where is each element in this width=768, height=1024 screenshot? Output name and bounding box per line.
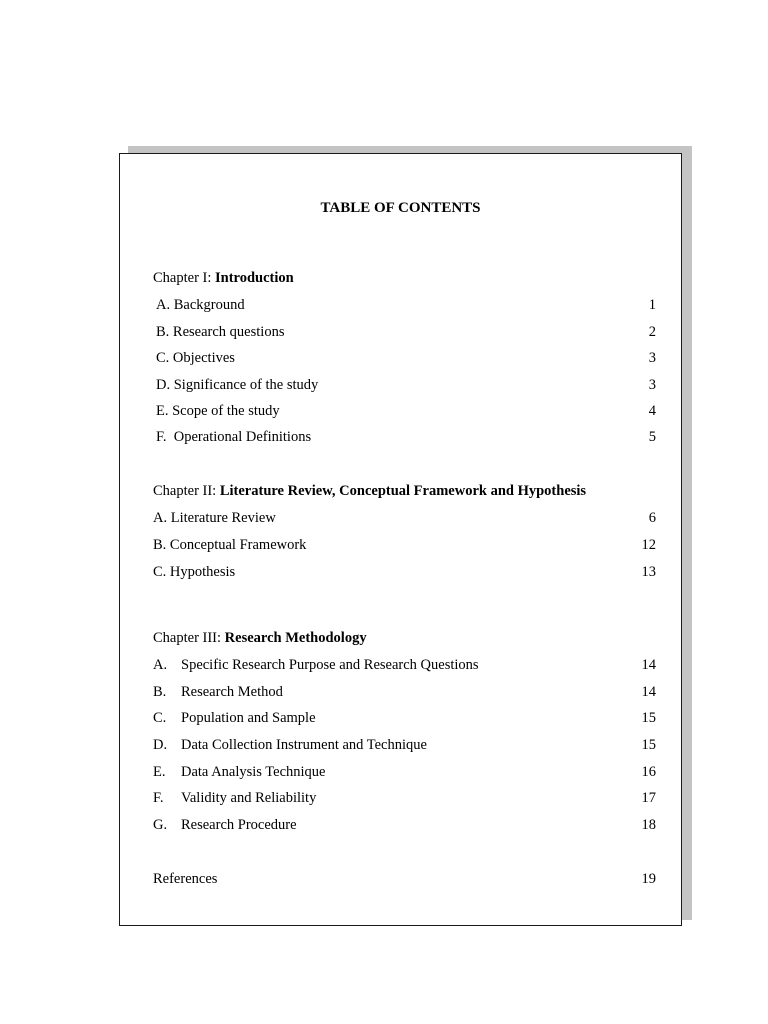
chapter-heading xyxy=(153,482,656,500)
toc-entry-label: Validity and Reliability xyxy=(181,790,317,806)
toc-entry-page: 16 xyxy=(641,764,656,780)
toc-entry-label: A. Background xyxy=(156,297,245,313)
toc-entry-label: F. Operational Definitions xyxy=(156,429,312,445)
toc-entry-letter: E. xyxy=(153,764,166,780)
toc-entry-label: Data Collection Instrument and Technique xyxy=(181,737,427,753)
toc-entry xyxy=(153,789,656,807)
toc-entry-letter: B. xyxy=(153,684,167,700)
toc-entry xyxy=(153,509,656,527)
toc-entry-letter: D. xyxy=(153,737,168,753)
toc-entry-label: B. Conceptual Framework xyxy=(153,537,307,553)
chapter-prefix: Chapter III: xyxy=(153,630,225,646)
toc-entry-page: 15 xyxy=(641,737,656,753)
toc-entry-page: 3 xyxy=(648,377,656,393)
toc-entry-letter: C. xyxy=(153,710,167,726)
toc-entry-page: 14 xyxy=(641,657,656,673)
toc-entry-label: C. Objectives xyxy=(156,350,235,366)
toc-entry-page: 3 xyxy=(648,350,656,366)
toc-entry-letter: A. xyxy=(153,657,168,673)
toc-entry-page: 14 xyxy=(641,684,656,700)
toc-entry xyxy=(156,402,656,420)
toc-entry-label: C. Hypothesis xyxy=(153,564,236,580)
chapter-prefix: Chapter II: xyxy=(153,483,220,499)
toc-entry-label: Specific Research Purpose and Research Questions xyxy=(181,657,479,673)
toc-entry xyxy=(153,563,656,581)
toc-entry-page: 4 xyxy=(648,403,656,419)
toc-title: TABLE OF CONTENTS xyxy=(320,200,481,216)
toc-entry-label: Research Method xyxy=(181,684,283,700)
toc-entry-label: Population and Sample xyxy=(181,710,316,726)
chapter-heading xyxy=(153,269,656,287)
chapter-name: Literature Review, Conceptual Framework and Hypothesis xyxy=(219,483,587,499)
toc-entry xyxy=(156,376,656,394)
toc-entry-page: 1 xyxy=(648,297,656,313)
toc-entry-page: 17 xyxy=(641,790,656,806)
toc-entry-page: 2 xyxy=(648,324,656,340)
toc-entry-label: References xyxy=(153,871,218,887)
toc-entry-label: E. Scope of the study xyxy=(156,403,280,419)
toc-entry xyxy=(153,656,656,674)
toc-entry-label: A. Literature Review xyxy=(153,510,276,526)
toc-entry-page: 5 xyxy=(648,429,656,445)
toc-entry-letter: F. xyxy=(153,790,164,806)
toc-entry-label: D. Significance of the study xyxy=(156,377,319,393)
toc-entry xyxy=(156,296,656,314)
toc-entry xyxy=(153,683,656,701)
chapter-name: Introduction xyxy=(215,270,294,286)
toc-entry-label: B. Research questions xyxy=(156,324,285,340)
toc-entry xyxy=(153,709,656,727)
toc-entry xyxy=(153,816,656,834)
toc-entry xyxy=(156,428,656,446)
toc-entry xyxy=(153,736,656,754)
toc-entry-page: 15 xyxy=(641,710,656,726)
toc-entry xyxy=(153,536,656,554)
toc-references xyxy=(153,870,656,888)
toc-entry-page: 18 xyxy=(641,817,656,833)
chapter-name: Research Methodology xyxy=(224,630,367,646)
toc-entry xyxy=(153,763,656,781)
chapter-prefix: Chapter I: xyxy=(153,270,216,286)
toc-entry-page: 13 xyxy=(641,564,656,580)
toc-entry-page: 12 xyxy=(641,537,656,553)
document-page xyxy=(119,153,682,926)
toc-entry-page: 6 xyxy=(648,510,656,526)
toc-entry xyxy=(156,323,656,341)
toc-entry-label: Data Analysis Technique xyxy=(181,764,326,780)
toc-entry-page: 19 xyxy=(641,871,656,887)
toc-entry-label: Research Procedure xyxy=(181,817,297,833)
toc-entry-letter: G. xyxy=(153,817,168,833)
toc-entry xyxy=(156,349,656,367)
chapter-heading xyxy=(153,629,656,647)
